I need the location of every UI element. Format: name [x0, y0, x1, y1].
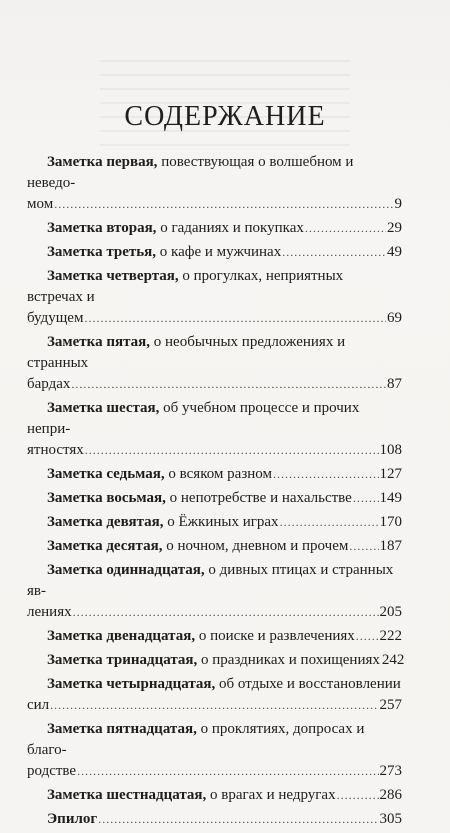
leader-dots: [54, 194, 393, 215]
toc-entry-description: о ночном, дневном и прочем: [162, 538, 349, 554]
toc-entry-description: о прогулках, неприятных встречах и: [27, 268, 344, 305]
leader-dots: [73, 602, 379, 623]
toc-page-number: 170: [379, 514, 402, 530]
toc-entry-description: о необычных предложениях и странных: [27, 334, 346, 371]
toc-entry-title: Заметка шестнадцатая,: [47, 787, 207, 803]
toc-entry-description: о гаданиях и покупках: [156, 220, 304, 236]
toc-entry-continuation: бардах: [27, 376, 71, 392]
toc-page-number: 69: [387, 310, 402, 326]
toc-entry-first-line: [27, 332, 402, 374]
leader-dots: [84, 308, 386, 329]
toc-entry: [27, 626, 402, 647]
toc-entry: [27, 218, 402, 239]
leader-dots: [85, 440, 379, 461]
toc-entry: [27, 332, 402, 395]
toc-page-number: 108: [379, 442, 402, 458]
toc-entry-title: Заметка пятая,: [47, 334, 151, 350]
toc-page-number: 273: [379, 763, 402, 779]
table-of-contents: [27, 152, 405, 833]
toc-entry-description: об учебном процессе и прочих непри-: [27, 400, 360, 437]
toc-entry-description: о непотребстве и нахальстве: [165, 490, 352, 506]
toc-page-number: 127: [379, 466, 402, 482]
toc-page-number: 149: [379, 490, 402, 506]
leader-dots: [349, 536, 378, 557]
toc-entry-continuation: родстве: [27, 763, 77, 779]
toc-entry-first-line: [27, 266, 402, 308]
toc-entry-continuation: ятностях: [27, 442, 84, 458]
toc-entry-line: [47, 785, 336, 806]
toc-entry-title: Заметка одиннадцатая,: [47, 562, 205, 578]
toc-entry-description: о Ёжкиных играх: [163, 514, 279, 530]
toc-page-number: 305: [379, 811, 402, 827]
toc-entry-description: о всяком разном: [164, 466, 272, 482]
toc-entry-title: Заметка первая,: [47, 154, 158, 170]
toc-entry-continuation: сил: [27, 697, 50, 713]
toc-entry-continuation: мом: [27, 196, 54, 212]
toc-entry-line: [47, 536, 348, 557]
toc-entry-title: Заметка седьмая,: [47, 466, 165, 482]
toc-page-number: 257: [379, 697, 402, 713]
toc-entry-description: о праздниках и похищениях: [197, 652, 380, 668]
leader-dots: [356, 626, 379, 647]
toc-entry-title: Заметка девятая,: [47, 514, 164, 530]
toc-page-number: 29: [387, 220, 402, 236]
toc-entry-first-line: [27, 674, 402, 695]
toc-entry: [27, 152, 402, 215]
toc-page-number: 87: [387, 376, 402, 392]
toc-entry: [27, 464, 402, 485]
leader-dots: [353, 488, 379, 509]
leader-dots: [77, 761, 378, 782]
toc-entry: [27, 398, 402, 461]
toc-entry-continuation: будущем: [27, 310, 84, 326]
toc-entry: [27, 674, 402, 716]
toc-entry: [27, 785, 402, 806]
toc-entry-title: Заметка восьмая,: [47, 490, 166, 506]
toc-entry-description: о проклятиях, допросах и благо-: [27, 721, 365, 758]
toc-entry-line: [47, 650, 380, 671]
toc-entry-description: повествующая о волшебном и неведо-: [27, 154, 354, 191]
toc-entry-line: [47, 218, 304, 239]
toc-entry-first-line: [27, 560, 402, 602]
toc-entry-line: [47, 809, 97, 830]
toc-page-number: 205: [379, 604, 402, 620]
toc-entry-title: Эпилог: [47, 811, 98, 827]
page-title: СОДЕРЖАНИЕ: [124, 100, 326, 133]
toc-entry-first-line: [27, 719, 402, 761]
toc-entry: [27, 809, 402, 830]
leader-dots: [282, 242, 386, 263]
toc-page-number: 49: [387, 244, 402, 260]
leader-dots: [273, 464, 379, 485]
toc-page-number: 187: [379, 538, 402, 554]
toc-entry-first-line: [27, 398, 402, 440]
toc-entry-title: Заметка четвертая,: [47, 268, 179, 284]
toc-page-number: 286: [379, 787, 402, 803]
toc-entry-description: о поиске и развлечениях: [195, 628, 355, 644]
toc-entry: [27, 266, 402, 329]
toc-entry-title: Заметка двенадцатая,: [47, 628, 196, 644]
toc-page-number: 9: [394, 196, 402, 212]
toc-entry: [27, 650, 405, 671]
leader-dots: [337, 785, 379, 806]
toc-entry-description: о дивных птицах и странных яв-: [27, 562, 394, 599]
toc-entry-first-line: [27, 152, 402, 194]
leader-dots: [305, 218, 386, 239]
leader-dots: [98, 809, 378, 830]
toc-entry-line: [47, 242, 281, 263]
toc-entry-title: Заметка тринадцатая,: [47, 652, 198, 668]
toc-entry-title: Заметка вторая,: [47, 220, 157, 236]
toc-page-number: 222: [379, 628, 402, 644]
toc-entry-line: [47, 488, 352, 509]
toc-entry-title: Заметка четырнадцатая,: [47, 676, 216, 692]
toc-entry-title: Заметка шестая,: [47, 400, 160, 416]
toc-entry-description: о кафе и мужчинах: [156, 244, 282, 260]
toc-entry: [27, 242, 402, 263]
toc-entry: [27, 488, 402, 509]
toc-entry-title: Заметка третья,: [47, 244, 157, 260]
toc-entry-line: [47, 512, 279, 533]
toc-entry: [27, 512, 402, 533]
toc-entry: [27, 719, 402, 782]
toc-entry-continuation: лениях: [27, 604, 72, 620]
toc-page-number: 242: [381, 652, 405, 668]
toc-entry-title: Заметка пятнадцатая,: [47, 721, 197, 737]
toc-entry-line: [47, 464, 272, 485]
leader-dots: [280, 512, 379, 533]
toc-entry: [27, 560, 402, 623]
leader-dots: [71, 374, 386, 395]
toc-entry-line: [47, 626, 355, 647]
toc-entry-description: об отдыхе и восстановлении: [215, 676, 401, 692]
toc-entry: [27, 536, 402, 557]
toc-entry-description: о врагах и недругах: [206, 787, 336, 803]
leader-dots: [50, 695, 378, 716]
toc-entry-title: Заметка десятая,: [47, 538, 163, 554]
